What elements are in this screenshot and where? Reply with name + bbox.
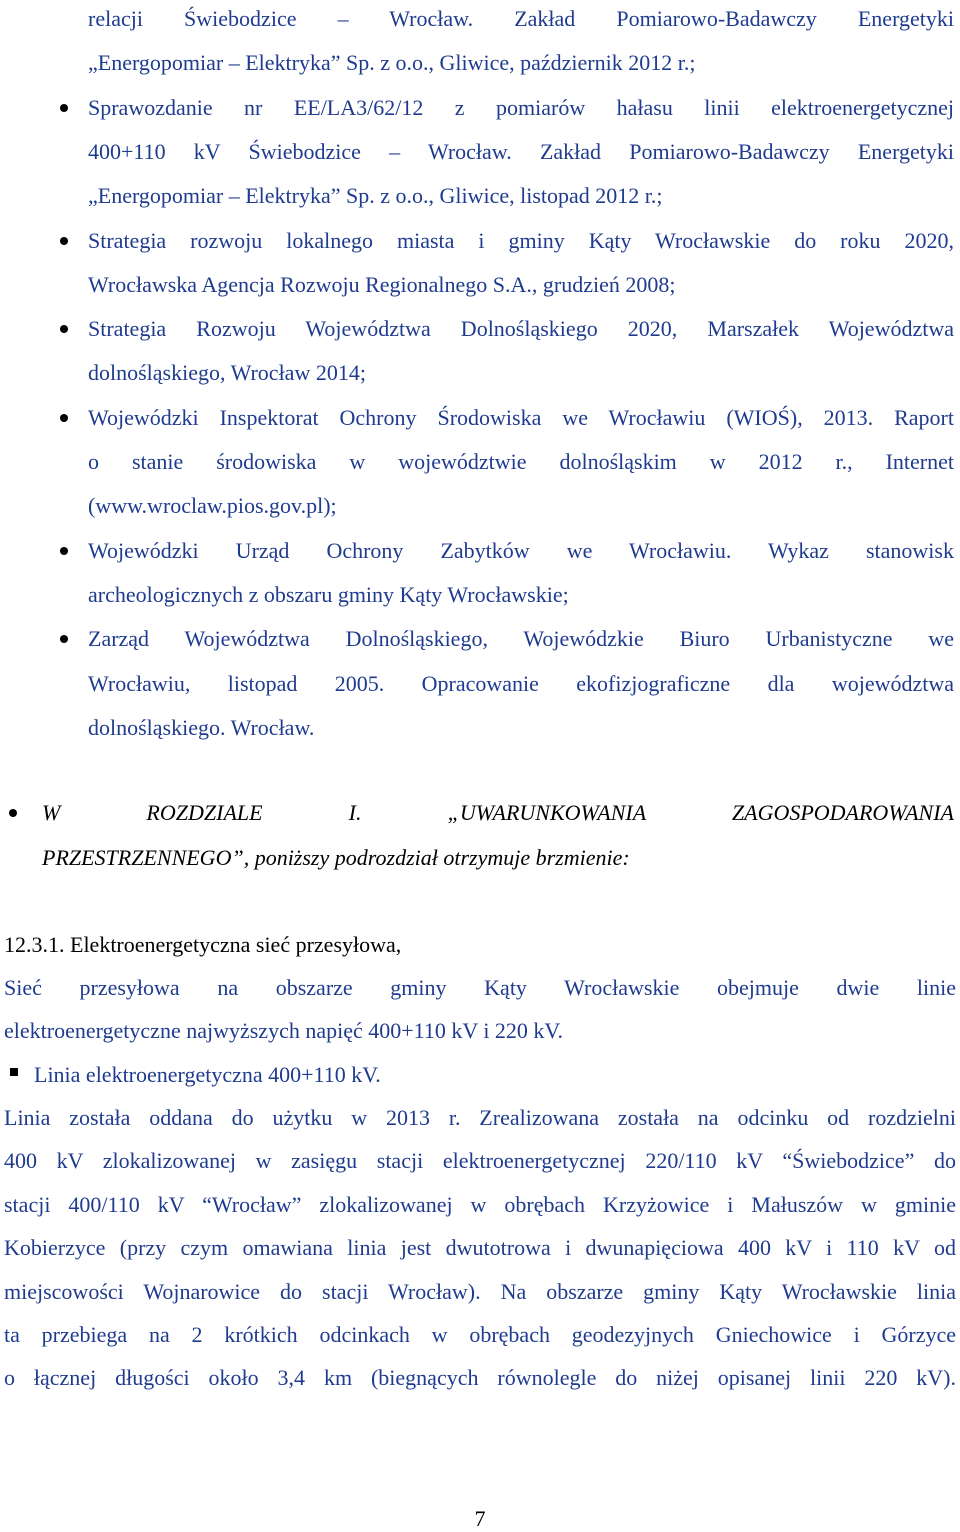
bibliography-entry-line: (www.wroclaw.pios.gov.pl); [88,493,337,519]
body-text-line: 400 kV zlokalizowanej w zasięgu stacji elektroenergetycznej 220/110 kV “Świebodzice” do [4,1148,956,1174]
bibliography-entry-line: „Energopomiar – Elektryka” Sp. z o.o., Gliwice, listopad 2012 r.; [88,183,663,209]
page-number: 7 [474,1506,486,1531]
bibliography-entry-line: dolnośląskiego, Wrocław 2014; [88,360,366,386]
bibliography-entry-line: Wojewódzki Inspektorat Ochrony Środowiska we Wrocławiu (WIOŚ), 2013. Raport [88,404,954,430]
bibliography-entry-line: Wojewódzki Urząd Ochrony Zabytków we Wrocławiu. Wykaz stanowisk [88,537,954,563]
instruction-line-2: PRZESTRZENNEGO”, poniższy podrozdział otrzymuje brzmienie: [42,845,630,870]
bullet-icon [60,635,68,643]
intro-line-2: elektroenergetyczne najwyższych napięć 400+110 kV i 220 kV. [4,1018,563,1043]
bibliography-entry-line: dolnośląskiego. Wrocław. [88,714,315,740]
section-heading: 12.3.1. Elektroenergetyczna sieć przesyłowa, [4,932,402,957]
bullet-icon [60,325,68,333]
subitem-heading: Linia elektroenergetyczna 400+110 kV. [34,1062,381,1087]
bibliography-entry-line: archeologicznych z obszaru gminy Kąty Wrocławskie; [88,581,569,607]
bibliography-entry-line: Zarząd Województwa Dolnośląskiego, Wojewódzkie Biuro Urbanistyczne we [88,626,954,652]
body-text-line: Kobierzyce (przy czym omawiana linia jest dwutotrowa i dwunapięciowa 400 kV i 110 kV od [4,1235,956,1261]
instruction-line-1: W ROZDZIALE I. „UWARUNKOWANIA ZAGOSPODAROWANIA [42,800,954,825]
body-text-line: Linia została oddana do użytku w 2013 r. Zrealizowana została na odcinku od rozdzielni [4,1105,956,1130]
bibliography-entry-line: Strategia rozwoju lokalnego miasta i gminy Kąty Wrocławskie do roku 2020, [88,227,954,253]
bibliography-entry-line: „Energopomiar – Elektryka” Sp. z o.o., Gliwice, październik 2012 r.; [88,50,696,76]
bullet-icon [9,809,17,817]
bibliography-entry-line: Wrocławska Agencja Rozwoju Regionalnego S.A., grudzień 2008; [88,271,676,297]
bibliography-entry-line: Strategia Rozwoju Województwa Dolnośląskiego 2020, Marszałek Województwa [88,316,954,342]
bullet-icon [60,104,68,112]
body-text-line: o łącznej długości około 3,4 km (biegnących równolegle do niżej opisanej linii 220 kV). [4,1365,956,1391]
bullet-icon [60,414,68,422]
bullet-icon [60,547,68,555]
bibliography-entry-line: Sprawozdanie nr EE/LA3/62/12 z pomiarów hałasu linii elektroenergetycznej [88,94,954,120]
bibliography-entry-line: Wrocławiu, listopad 2005. Opracowanie ekofizjograficzne dla województwa [88,670,954,696]
body-text-line: ta przebiega na 2 krótkich odcinkach w obrębach geodezyjnych Gniechowice i Górzyce [4,1322,956,1347]
intro-line-1: Sieć przesyłowa na obszarze gminy Kąty Wrocławskie obejmuje dwie linie [4,975,956,1000]
body-text-line: stacji 400/110 kV “Wrocław” zlokalizowanej w obrębach Krzyżowice i Małuszów w gminie [4,1191,956,1217]
body-text-line: miejscowości Wojnarowice do stacji Wrocław). Na obszarze gminy Kąty Wrocławskie linia [4,1278,956,1304]
bibliography-entry-line: relacji Świebodzice – Wrocław. Zakład Pomiarowo-Badawczy Energetyki [88,6,954,31]
bullet-icon [60,237,68,245]
bibliography-entry-line: o stanie środowiska w województwie dolnośląskim w 2012 r., Internet [88,449,954,474]
square-bullet-icon [10,1068,18,1076]
bibliography-entry-line: 400+110 kV Świebodzice – Wrocław. Zakład Pomiarowo-Badawczy Energetyki [88,138,954,164]
